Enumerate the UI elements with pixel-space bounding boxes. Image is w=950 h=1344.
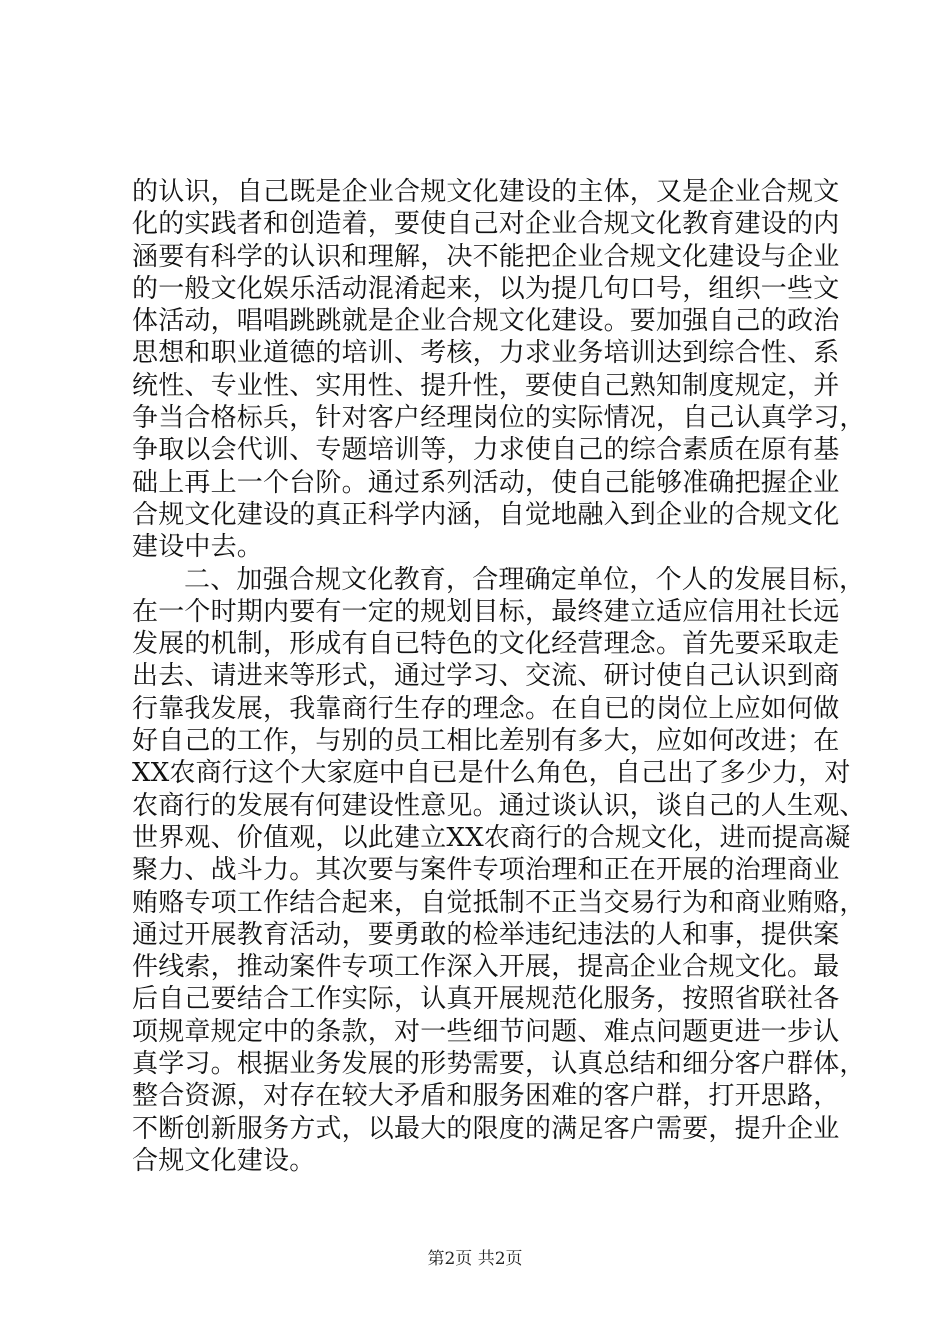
text-line: 建设中去。	[132, 532, 264, 563]
paragraph-2	[132, 564, 866, 1178]
text-line: 后自己要结合工作实际，认真开展规范化服务，按照省联社各	[132, 984, 840, 1015]
text-line: 件线索，推动案件专项工作深入开展，提高企业合规文化。最	[132, 952, 840, 983]
paragraph-1	[132, 176, 866, 564]
text-line: 合规文化建设的真正科学内涵，自觉地融入到企业的合规文化	[132, 499, 840, 530]
text-line: 聚力、战斗力。其次要与案件专项治理和正在开展的治理商业	[132, 855, 840, 886]
text-line: 行靠我发展，我靠商行生存的理念。在自已的岗位上应如何做	[132, 693, 840, 724]
body-text	[132, 176, 866, 1177]
text-line: 出去、请进来等形式，通过学习、交流、研讨使自己认识到商	[132, 661, 840, 692]
text-line: 真学习。根据业务发展的形势需要，认真总结和细分客户群体，	[132, 1049, 866, 1080]
text-line: 思想和职业道德的培训、考核，力求业务培训达到综合性、系	[132, 338, 840, 369]
text-line: 争取以会代训、专题培训等，力求使自己的综合素质在原有基	[132, 435, 840, 466]
page-number-footer: 第2页 共2页	[427, 1249, 523, 1269]
text-line: 涵要有科学的认识和理解，决不能把企业合规文化建设与企业	[132, 241, 840, 272]
text-line: 体活动，唱唱跳跳就是企业合规文化建设。要加强自己的政治	[132, 306, 840, 337]
text-line: 项规章规定中的条款，对一些细节问题、难点问题更进一步认	[132, 1016, 840, 1047]
text-line: 的认识，自己既是企业合规文化建设的主体，又是企业合规文	[132, 177, 840, 207]
text-line: 础上再上一个台阶。通过系列活动，使自己能够准确把握企业	[132, 467, 840, 498]
text-line: 统性、专业性、实用性、提升性，要使自己熟知制度规定，并	[132, 370, 840, 401]
text-line: 农商行的发展有何建设性意见。通过谈认识，谈自己的人生观、	[132, 790, 866, 821]
text-line: 世界观、价值观，以此建立XX农商行的合规文化，进而提高凝	[132, 822, 851, 853]
text-line: 的一般文化娱乐活动混淆起来，以为提几句口号，组织一些文	[132, 273, 840, 304]
text-line: 贿赂专项工作结合起来，自觉抵制不正当交易行为和商业贿赂，	[132, 887, 866, 918]
text-line: 合规文化建设。	[132, 1145, 316, 1176]
text-line: 发展的机制，形成有自已特色的文化经营理念。首先要采取走	[132, 629, 840, 660]
text-line: 二、加强合规文化教育，合理确定单位，个人的发展目标，	[184, 564, 866, 595]
text-line: 在一个时期内要有一定的规划目标，最终建立适应信用社长远	[132, 596, 840, 627]
text-line: 化的实践者和创造着，要使自己对企业合规文化教育建设的内	[132, 209, 840, 240]
text-line: 争当合格标兵，针对客户经理岗位的实际情况，自己认真学习，	[132, 403, 866, 434]
text-line: 通过开展教育活动，要勇敢的检举违纪违法的人和事，提供案	[132, 919, 840, 950]
text-line: 整合资源，对存在较大矛盾和服务困难的客户群，打开思路，	[132, 1081, 840, 1112]
text-line: XX农商行这个大家庭中自已是什么角色，自己出了多少力，对	[132, 758, 851, 789]
text-line: 不断创新服务方式，以最大的限度的满足客户需要，提升企业	[132, 1113, 840, 1144]
text-line: 好自己的工作，与别的员工相比差别有多大，应如何改进；在	[132, 726, 840, 757]
